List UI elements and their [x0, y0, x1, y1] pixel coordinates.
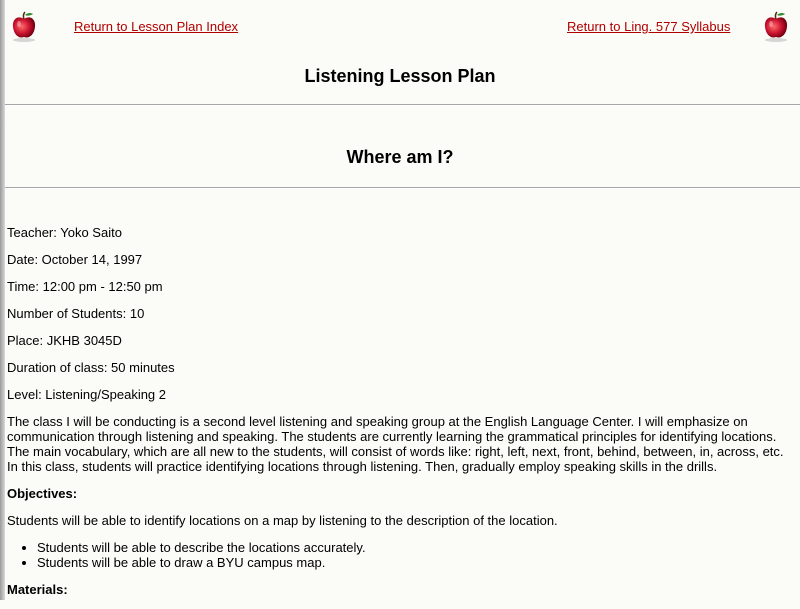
duration-line: Duration of class: 50 minutes — [7, 360, 175, 375]
apple-icon — [762, 10, 790, 42]
divider — [5, 187, 800, 189]
lesson-title: Where am I? — [346, 147, 454, 167]
materials-heading: Materials: — [7, 582, 68, 597]
place-line: Place: JKHB 3045D — [7, 333, 122, 348]
lesson-plan-index-link[interactable]: Return to Lesson Plan Index — [74, 19, 239, 34]
apple-icon — [10, 10, 38, 42]
list-item: • Students will be able to draw a BYU campus map. — [37, 555, 792, 570]
students-line: Number of Students: 10 — [7, 306, 145, 321]
divider — [5, 104, 800, 106]
page-edge-stripe — [0, 0, 5, 600]
level-line: Level: Listening/Speaking 2 — [7, 387, 167, 402]
time-line: Time: 12:00 pm - 12:50 pm — [7, 279, 163, 294]
objectives-list — [7, 540, 792, 570]
objectives-intro: Students will be able to identify locations on a map by listening to the description of the location. — [7, 513, 558, 528]
objectives-heading: Objectives: — [7, 486, 78, 501]
date-line: Date: October 14, 1997 — [7, 252, 143, 267]
class-description: The class I will be conducting is a second level listening and speaking group at the English Language Center. I will emphasize on communication through listening and speaking. The students are currently learning the grammatical principles for identifying locations. The main vocabulary, which are all new to the students, will consist of words like: right, left, next, front, behind, between, in, across, etc. In this class, students will practice identifying locations through listening. Then, gradually employ speaking skills in the drills. — [7, 414, 784, 474]
syllabus-link[interactable]: Return to Ling. 577 Syllabus — [567, 19, 731, 34]
lesson-content — [7, 225, 792, 609]
list-item: • Students will be able to describe the locations accurately. — [37, 540, 792, 555]
page-title: Listening Lesson Plan — [304, 66, 496, 86]
teacher-line: Teacher: Yoko Saito — [7, 225, 122, 240]
